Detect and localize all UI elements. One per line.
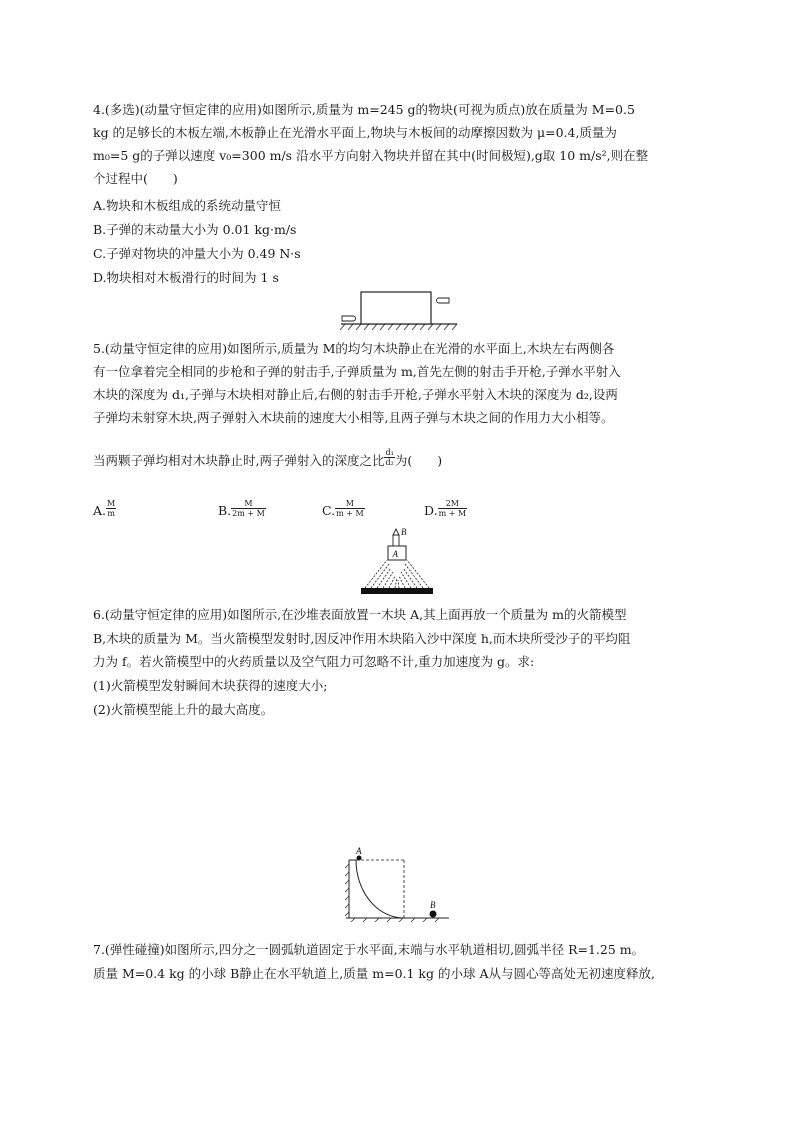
q6-line-1: 6.(动量守恒定律的应用)如图所示,在沙堆表面放置一木块 A,其上面再放一个质量为 m的火箭模型 [93, 607, 627, 622]
q5-option-a: A. $\frac{M}{m}$ [93, 499, 116, 518]
figure-q6-rocket-on-sand [357, 526, 437, 598]
q6-line-3: 力为 f。若火箭模型中的火药质量以及空气阻力可忽略不计,重力加速度为 g。求: [93, 654, 535, 669]
figure-q7-label-a: A [356, 846, 362, 856]
q7-line-1: 7.(弹性碰撞)如图所示,四分之一圆弧轨道固定于水平面,末端与水平轨道相切,圆弧半径 R=1.25 m。 [93, 942, 645, 957]
figure-q4-block-on-board [335, 288, 465, 336]
q5-option-b-fraction: $\frac{M}{2m + M}$ [232, 499, 265, 518]
q4-line-2: kg 的足够长的木板左端,木板静止在光滑水平面上,物块与木板间的动摩擦因数为 μ=0.4,质量为 [93, 125, 617, 140]
q5-line-5 [93, 448, 443, 471]
q5-line-1: 5.(动量守恒定律的应用)如图所示,质量为 M的均匀木块静止在光滑的水平面上,木块左右两侧各 [93, 341, 615, 356]
q7-line-2: 质量 M=0.4 kg 的小球 B静止在水平轨道上,质量 m=0.1 kg 的小球 A从与圆心等高处无初速度释放, [93, 966, 655, 981]
q5-option-d-fraction: $\frac{2M}{m + M}$ [438, 499, 467, 518]
q4-line-3: m₀=5 g的子弹以速度 v₀=300 m/s 沿水平方向射入物块并留在其中(时间极短),g取 10 m/s²,则在整 [93, 148, 649, 163]
q5-option-c-fraction: $\frac{M}{m + M}$ [336, 499, 364, 518]
q4-option-b: B.子弹的末动量大小为 0.01 kg·m/s [93, 222, 297, 237]
q5-line-3: 木块的深度为 d₁,子弹与木块相对静止后,右侧的射击手开枪,子弹水平射入木块的深度为 d₂,设两 [93, 387, 618, 402]
q5-ratio-fraction: $\frac{\text{d₁}}{\text{d₂}}$ [385, 448, 394, 467]
q5-line-2: 有一位拿着完全相同的步枪和子弹的射击手,子弹质量为 m,首先左侧的射击手开枪,子弹水平射入 [93, 364, 621, 379]
q6-line-2: B,木块的质量为 M。当火箭模型发射时,因反冲作用木块陷入沙中深度 h,而木块所受沙子的平均阻 [93, 631, 631, 646]
q4-option-a: A.物块和木板组成的系统动量守恒 [93, 198, 282, 213]
q4-option-c: C.子弹对物块的冲量大小为 0.49 N·s [93, 246, 301, 261]
q4-line-1: 4.(多选)(动量守恒定律的应用)如图所示,质量为 m=245 g的物块(可视为质点)放在质量为 M=0.5 [93, 102, 635, 117]
figure-q7-label-b: B [430, 900, 436, 910]
q5-line-4: 子弹均未射穿木块,两子弹射入木块前的速度大小相等,且两子弹与木块之间的作用力大小相等。 [93, 410, 614, 425]
q5-option-a-fraction: $\frac{M}{m}$ [107, 499, 116, 518]
q6-subquestion-1: (1)火箭模型发射瞬间木块获得的速度大小; [93, 678, 328, 693]
figure-q6-label-b: B [401, 527, 407, 537]
q4-option-d: D.物块相对木板滑行的时间为 1 s [93, 270, 279, 285]
q5-option-b: B. $\frac{M}{2m + M}$ [218, 499, 265, 518]
q5-ratio-suffix: 为( ) [394, 453, 443, 468]
figure-q7-quarter-circle-track [343, 848, 453, 920]
q5-option-c: C. $\frac{M}{m + M}$ [322, 499, 364, 518]
q5-option-d: D. $\frac{2M}{m + M}$ [424, 499, 467, 518]
q5-ratio-prefix: 当两颗子弹均相对木块静止时,两子弹射入的深度之比 [93, 453, 385, 468]
q4-line-4: 个过程中( ) [93, 171, 178, 186]
q6-subquestion-2: (2)火箭模型能上升的最大高度。 [93, 702, 274, 717]
figure-q6-label-a: A [392, 549, 398, 559]
